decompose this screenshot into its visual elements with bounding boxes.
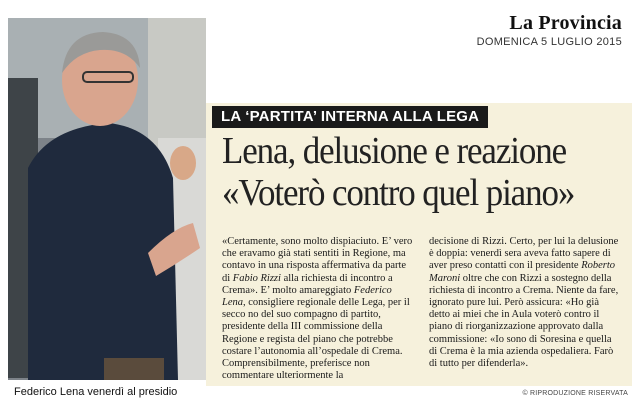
publication-date: DOMENICA 5 LUGLIO 2015	[476, 36, 622, 48]
masthead	[477, 12, 622, 48]
newspaper-name: La Provincia	[509, 12, 622, 34]
col1-text-b: alla richiesta di incontro a Crema». E’ molto amareggiato	[222, 272, 393, 296]
col1-name-b: Federico Lena	[222, 284, 392, 309]
headline-line-1: Lena, delusione e reazione	[222, 130, 567, 172]
col2-name-a: Roberto Maroni	[429, 260, 616, 284]
col1-text-c: , consigliere regionale delle Lega, per il secco no del suo compagno di partito, presidente della III commissione della Regione e regista del piano che potrebbe costare l’autonomia all’ospedale di Crema. Comprensibilmente, preferisce non commentare ulteriormente la	[222, 297, 410, 382]
article-kicker: LA ‘PARTITA’ INTERNA ALLA LEGA	[212, 106, 488, 128]
column-2-text	[429, 236, 622, 370]
column-1-text	[222, 236, 415, 382]
article-photo	[8, 18, 206, 380]
col2-text-a: decisione di Rizzi. Certo, per lui la delusione è doppia: venerdì sera aveva fatto sapere di aver preso contatti con il presidente	[429, 236, 619, 272]
copyright-notice: © RIPRODUZIONE RISERVATA	[522, 390, 628, 397]
photo-caption: Federico Lena venerdì al presidio	[14, 386, 178, 398]
article-column-2	[429, 236, 622, 382]
col2-text-b: oltre che con Rizzi a sostegno della richiesta di incontro a Crema. Niente da fare, ignorato pure lui. Però assicura: «Ho già detto ai miei che in Aula voterò contro il piano di riorganizzazione approvato dalla commissione: «Io sono di Soresina e quella di Crema è la mia azienda ospedaliera. Farò di tutto per difenderla».	[429, 272, 619, 370]
article-column-1	[222, 236, 415, 382]
headline-line-2: «Voterò contro quel piano»	[222, 172, 575, 214]
article-headline	[222, 130, 595, 214]
col1-name-a: Fabio Rizzi	[232, 272, 281, 284]
article-body	[222, 236, 622, 382]
col1-text-a: «Certamente, sono molto dispiaciuto. E’ vero che eravamo già stati sentiti in Regione, ma contavo in una risposta affermativa da parte di	[222, 236, 413, 284]
photo-illustration	[8, 18, 206, 380]
